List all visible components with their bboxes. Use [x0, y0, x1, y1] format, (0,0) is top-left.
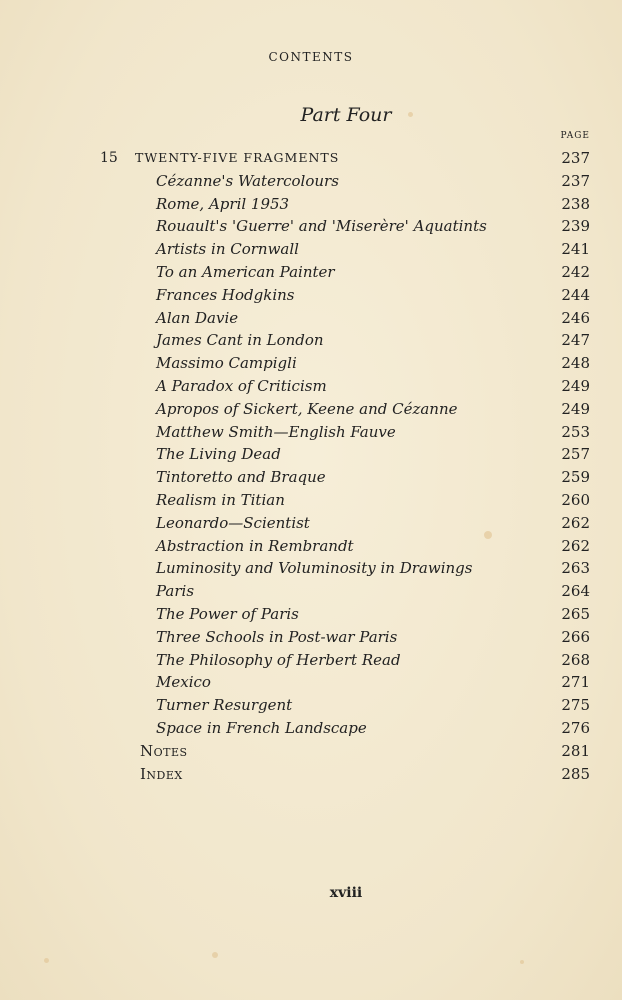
chapter-title: TWENTY-FIVE FRAGMENTS [135, 150, 340, 165]
entry-page: 263 [561, 559, 590, 578]
chapter-number: 15 [100, 150, 118, 166]
entry-title: Leonardo—Scientist [156, 513, 310, 532]
toc-entry [0, 626, 622, 649]
entry-title: Massimo Campigli [156, 354, 297, 373]
paper-speck [44, 958, 49, 963]
toc-entry [0, 215, 622, 238]
entry-title: Tintoretto and Braque [156, 468, 326, 487]
entry-page: 244 [561, 285, 590, 304]
entry-title: James Cant in London [156, 331, 324, 350]
toc-entry [0, 512, 622, 535]
entry-page: 260 [561, 490, 590, 509]
running-head: CONTENTS [268, 50, 354, 64]
entry-page: 262 [561, 536, 590, 555]
toc-entry [0, 443, 622, 466]
entry-title: The Philosophy of Herbert Read [156, 650, 401, 669]
entry-page: 249 [561, 376, 590, 395]
toc-entry [0, 193, 622, 216]
entry-title: Luminosity and Voluminosity in Drawings [156, 559, 473, 578]
entry-title: Alan Davie [156, 308, 239, 327]
entry-title: Frances Hodgkins [156, 285, 295, 304]
toc-entry [0, 170, 622, 193]
back-matter-title: Index [140, 764, 183, 783]
entry-page: 268 [561, 650, 590, 669]
entry-page: 264 [561, 582, 590, 601]
back-matter-page: 281 [561, 741, 590, 760]
entry-title: To an American Painter [156, 262, 335, 281]
toc-entry [0, 466, 622, 489]
chapter-row [0, 147, 622, 170]
entry-title: Abstraction in Rembrandt [156, 536, 354, 555]
entry-page: 275 [561, 696, 590, 715]
entry-title: The Living Dead [156, 445, 281, 464]
back-matter-page: 285 [561, 764, 590, 783]
toc-entry [0, 717, 622, 740]
page-folio: xviii [329, 885, 363, 901]
entry-title: Cézanne's Watercolours [156, 171, 339, 190]
entry-page: 271 [561, 673, 590, 692]
toc-entry [0, 238, 622, 261]
entry-page: 257 [561, 445, 590, 464]
entry-title: Turner Resurgent [156, 696, 293, 715]
entry-page: 242 [561, 262, 590, 281]
table-of-contents [0, 147, 622, 785]
toc-entry [0, 421, 622, 444]
page-column-label: PAGE [560, 131, 590, 141]
back-matter-index [0, 763, 622, 786]
back-matter-title: Notes [140, 741, 188, 760]
toc-entry [0, 580, 622, 603]
entry-page: 259 [561, 468, 590, 487]
toc-entry [0, 329, 622, 352]
entry-page: 246 [561, 308, 590, 327]
entry-page: 237 [561, 171, 590, 190]
toc-entry [0, 557, 622, 580]
entry-title: Matthew Smith—English Fauve [156, 422, 396, 441]
entry-page: 262 [561, 513, 590, 532]
toc-entry [0, 671, 622, 694]
entry-page: 266 [561, 627, 590, 646]
entry-title: Realism in Titian [156, 490, 285, 509]
chapter-page: 237 [561, 149, 590, 167]
entry-page: 248 [561, 354, 590, 373]
back-matter-notes [0, 740, 622, 763]
entry-title: Artists in Cornwall [156, 240, 299, 259]
toc-entry [0, 694, 622, 717]
entry-title: Apropos of Sickert, Keene and Cézanne [156, 399, 458, 418]
toc-entry [0, 649, 622, 672]
toc-entry [0, 261, 622, 284]
entry-title: Rome, April 1953 [156, 194, 290, 213]
paper-speck [520, 960, 524, 964]
entry-page: 239 [561, 217, 590, 236]
toc-entry [0, 489, 622, 512]
entry-page: 249 [561, 399, 590, 418]
entry-title: Paris [156, 582, 195, 601]
toc-entry [0, 284, 622, 307]
toc-entry [0, 352, 622, 375]
entry-page: 247 [561, 331, 590, 350]
entry-page: 241 [561, 240, 590, 259]
entry-title: Three Schools in Post-war Paris [156, 627, 398, 646]
paper-speck [212, 952, 218, 958]
toc-entry [0, 603, 622, 626]
toc-entry [0, 535, 622, 558]
entry-title: A Paradox of Criticism [156, 376, 327, 395]
toc-entry [0, 375, 622, 398]
toc-entry [0, 307, 622, 330]
entry-title: Space in French Landscape [156, 718, 367, 737]
entry-page: 238 [561, 194, 590, 213]
entry-title: Rouault's 'Guerre' and 'Miserère' Aquatints [156, 217, 487, 236]
toc-entry [0, 398, 622, 421]
part-title: Part Four [300, 104, 392, 126]
entry-page: 253 [561, 422, 590, 441]
entry-title: Mexico [156, 673, 211, 692]
entry-title: The Power of Paris [156, 604, 299, 623]
entry-page: 276 [561, 718, 590, 737]
entry-page: 265 [561, 604, 590, 623]
